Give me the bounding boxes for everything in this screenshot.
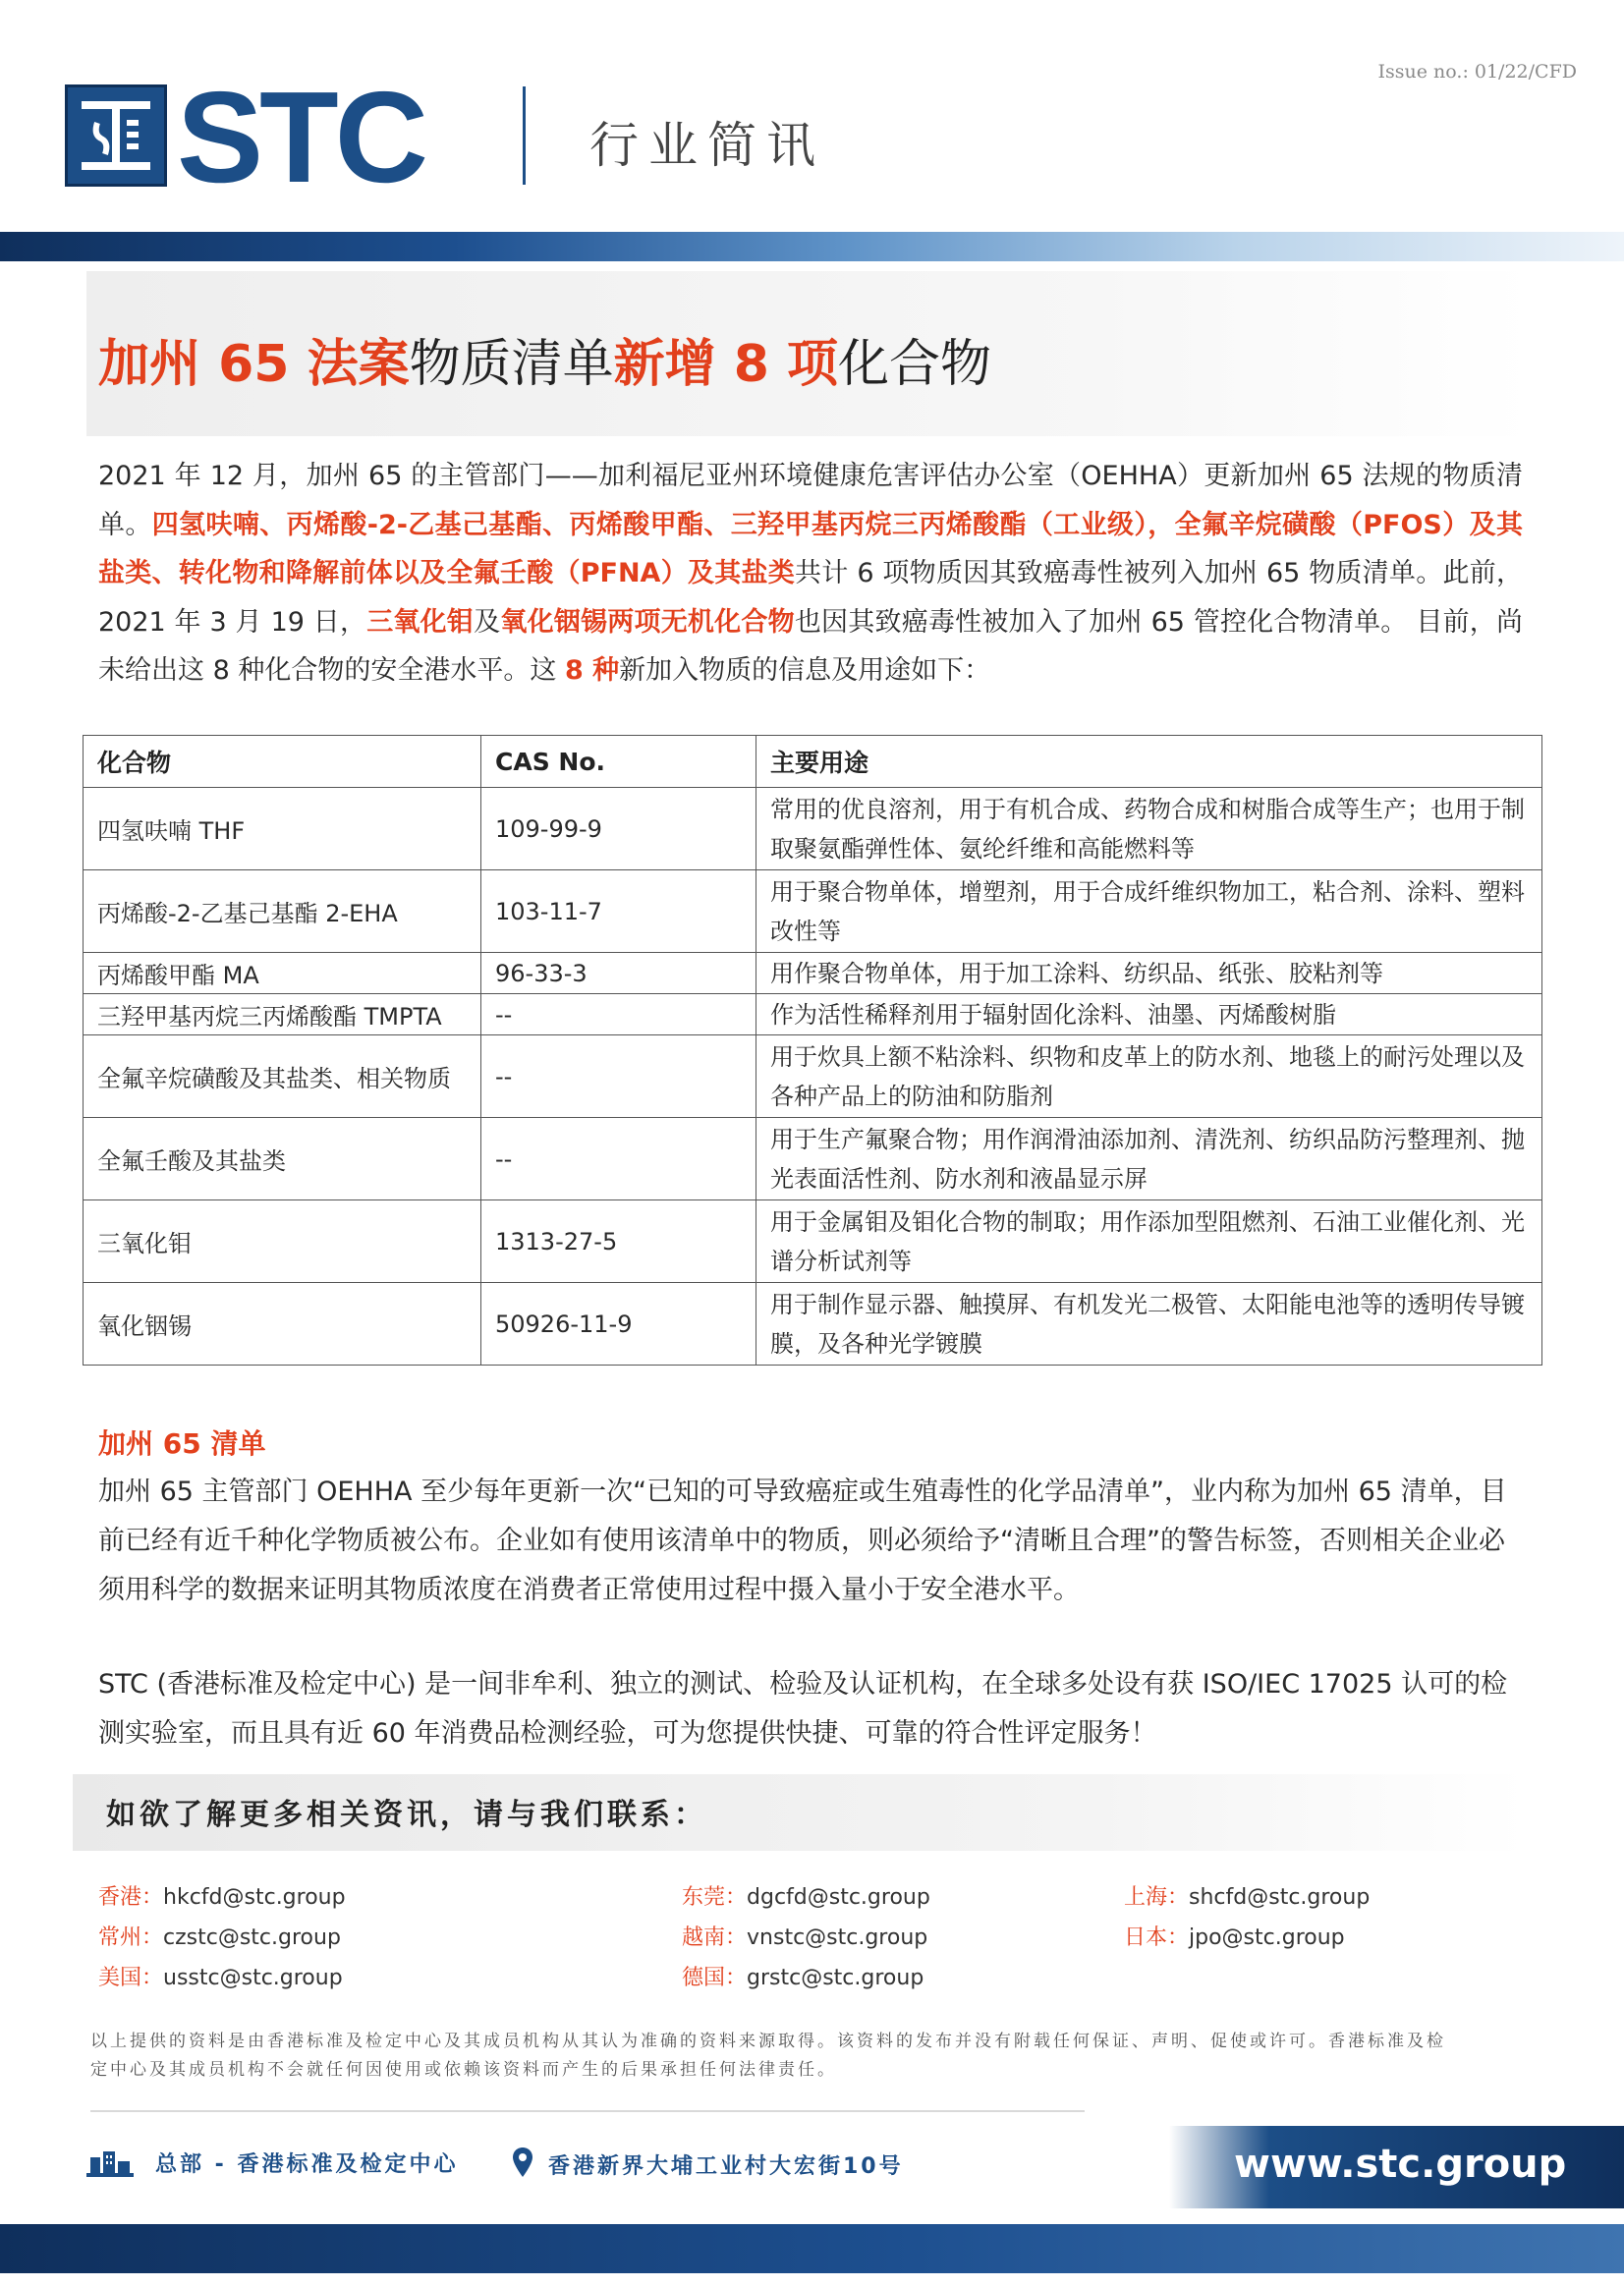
contact-label: 东莞： <box>682 1885 748 1910</box>
header-band <box>0 232 1624 261</box>
cell-cas: -- <box>481 1118 756 1200</box>
table-row <box>84 953 1542 994</box>
cell-compound: 丙烯酸甲酯 MA <box>84 953 481 994</box>
intro-text: 共计 6 项物质因其致癌毒性被列入加州 65 物质清单。此前，2021 年 3 月 19 日， <box>98 558 1523 638</box>
cell-use: 作为活性稀释剂用于辐射固化涂料、油墨、丙烯酸树脂 <box>756 994 1542 1035</box>
intro-highlight-compounds: 四氢呋喃、丙烯酸-2-乙基己基酯、丙烯酸甲酯、三羟甲基丙烷三丙烯酸酯（工业级），全氟辛烷磺酸（PFOS）及其盐类、转化物和降解前体以及全氟壬酸（PFNA）及其盐类 <box>98 509 1524 588</box>
title-highlight-2: 新增 8 项 <box>613 335 838 394</box>
cell-use: 常用的优良溶剂，用于有机合成、药物合成和树脂合成等生产；也用于制取聚氨酯弹性体、氨纶纤维和高能燃料等 <box>756 788 1542 870</box>
contact-email-link[interactable]: czstc@stc.group <box>163 1925 341 1950</box>
table-row <box>84 1283 1542 1366</box>
contact-label: 日本： <box>1124 1925 1190 1950</box>
intro-paragraph <box>98 452 1523 696</box>
cell-compound: 全氟辛烷磺酸及其盐类、相关物质 <box>84 1035 481 1118</box>
cell-cas: 109-99-9 <box>481 788 756 870</box>
contact-label: 常州： <box>98 1925 164 1950</box>
contact-label: 香港： <box>98 1885 164 1910</box>
contact-email-link[interactable]: shcfd@stc.group <box>1189 1885 1371 1910</box>
header-use: 主要用途 <box>756 736 1542 788</box>
contact-heading: 如欲了解更多相关资讯，请与我们联系： <box>106 1798 707 1832</box>
title-text-2: 化合物 <box>837 335 991 394</box>
cell-compound: 三羟甲基丙烷三丙烯酸酯 TMPTA <box>84 994 481 1035</box>
header-divider <box>523 86 526 185</box>
website-link[interactable]: www.stc.group <box>1234 2142 1567 2187</box>
compound-table <box>83 735 1542 1366</box>
contact-email-link[interactable]: dgcfd@stc.group <box>747 1885 930 1910</box>
contact-item <box>1124 1880 1370 1911</box>
contact-item <box>682 1961 924 1991</box>
stc-logo-text: STC <box>177 65 424 209</box>
cell-use: 用于生产氟聚合物；用作润滑油添加剂、清洗剂、纺织品防污整理剂、抛光表面活性剂、防水剂和液晶显示屏 <box>756 1118 1542 1200</box>
footer-band <box>0 2224 1624 2273</box>
contact-item <box>98 1961 343 1991</box>
about-paragraph: STC (香港标准及检定中心) 是一间非牟利、独立的测试、检验及认证机构，在全球多处设有获 ISO/IEC 17025 认可的检测实验室，而且具有近 60 年消费品检测经验，可为您提供快捷、可靠的符合性评定服务！ <box>98 1669 1508 1749</box>
cell-cas: -- <box>481 994 756 1035</box>
table-row <box>84 1035 1542 1118</box>
table-row <box>84 870 1542 953</box>
intro-highlight-moo3: 三氧化钼 <box>366 606 475 638</box>
cell-cas: -- <box>481 1035 756 1118</box>
contact-email-link[interactable]: jpo@stc.group <box>1189 1925 1345 1950</box>
section-body: 加州 65 主管部门 OEHHA 至少每年更新一次“已知的可导致癌症或生殖毒性的化学品清单”，业内称为加州 65 清单，目前已经有近千种化学物质被公布。企业如有使用该清单中的物质，则必须给予“清晰且合理”的警告标签，否则相关企业必须用科学的数据来证明其物质浓度在消费者正常使用过程中摄入量小于安全港水平。 <box>98 1477 1507 1605</box>
contact-item <box>682 1921 927 1951</box>
title-highlight-1: 加州 65 法案 <box>98 335 410 394</box>
cell-compound: 丙烯酸-2-乙基己基酯 2-EHA <box>84 870 481 953</box>
table-row <box>84 1200 1542 1283</box>
cell-use: 用于炊具上额不粘涂料、织物和皮革上的防水剂、地毯上的耐污处理以及各种产品上的防油和防脂剂 <box>756 1035 1542 1118</box>
header-compound: 化合物 <box>84 736 481 788</box>
disclaimer: 以上提供的资料是由香港标准及检定中心及其成员机构从其认为准确的资料来源取得。该资料的发布并没有附载任何保证、声明、促使或许可。香港标准及检定中心及其成员机构不会就任何因使用或依赖该资料而产生的后果承担任何法律责任。 <box>90 2032 1446 2080</box>
location-pin-icon <box>513 2148 532 2177</box>
intro-highlight-ito: 氧化铟锡两项无机化合物 <box>500 606 795 638</box>
contact-label: 越南： <box>682 1925 748 1950</box>
intro-highlight-count: 8 种 <box>564 655 620 686</box>
cell-compound: 全氟壬酸及其盐类 <box>84 1118 481 1200</box>
header-tagline: 行业简讯 <box>589 117 825 174</box>
table-header-row <box>84 736 1542 788</box>
contact-item <box>98 1921 341 1951</box>
contact-item <box>98 1880 346 1911</box>
headquarters-label: 总部 - 香港标准及检定中心 <box>155 2152 459 2177</box>
header-cas: CAS No. <box>481 736 756 788</box>
table-row <box>84 788 1542 870</box>
footer-divider <box>90 2110 1085 2112</box>
cell-use: 用于金属钼及钼化合物的制取；用作添加型阻燃剂、石油工业催化剂、光谱分析试剂等 <box>756 1200 1542 1283</box>
stc-logo-mark <box>65 84 167 187</box>
intro-text: 也因其致癌毒性被加入了加州 65 管控化合物清单。 目前，尚未给出这 8 种化合物的安全港水平。这 <box>98 606 1524 686</box>
address: 香港新界大埔工业村大宏街10号 <box>548 2154 904 2179</box>
contact-label: 德国： <box>682 1966 748 1990</box>
section-title: 加州 65 清单 <box>98 1427 266 1460</box>
contact-email-link[interactable]: usstc@stc.group <box>163 1966 343 1990</box>
contact-label: 上海： <box>1124 1885 1190 1910</box>
intro-text: 2021 年 12 月，加州 65 的主管部门——加利福尼亚州环境健康危害评估办公室（OEHHA）更新加州 65 法规的物质清单。 <box>98 461 1523 540</box>
cell-compound: 三氧化钼 <box>84 1200 481 1283</box>
cell-compound: 四氢呋喃 THF <box>84 788 481 870</box>
cell-use: 用于聚合物单体，增塑剂，用于合成纤维织物加工，粘合剂、涂料、塑料改性等 <box>756 870 1542 953</box>
cell-cas: 96-33-3 <box>481 953 756 994</box>
cell-cas: 1313-27-5 <box>481 1200 756 1283</box>
contact-email-link[interactable]: vnstc@stc.group <box>747 1925 928 1950</box>
cell-cas: 103-11-7 <box>481 870 756 953</box>
contact-item <box>1124 1921 1345 1951</box>
cell-use: 用于制作显示器、触摸屏、有机发光二极管、太阳能电池等的透明传导镀膜，及各种光学镀膜 <box>756 1283 1542 1366</box>
contact-item <box>682 1880 930 1911</box>
page-title <box>98 330 991 399</box>
table-row <box>84 994 1542 1035</box>
contact-email-link[interactable]: grstc@stc.group <box>747 1966 924 1990</box>
stc-emblem-icon <box>68 87 164 184</box>
contact-email-link[interactable]: hkcfd@stc.group <box>163 1885 346 1910</box>
cell-compound: 氧化铟锡 <box>84 1283 481 1366</box>
issue-number: Issue no.: 01/22/CFD <box>1377 61 1577 83</box>
cell-use: 用作聚合物单体，用于加工涂料、纺织品、纸张、胶粘剂等 <box>756 953 1542 994</box>
contact-label: 美国： <box>98 1966 164 1990</box>
building-icon <box>86 2148 134 2177</box>
title-text-1: 物质清单 <box>409 335 614 394</box>
cell-cas: 50926-11-9 <box>481 1283 756 1366</box>
intro-text: 及 <box>474 606 501 638</box>
intro-text: 新加入物质的信息及用途如下： <box>619 655 991 686</box>
table-row <box>84 1118 1542 1200</box>
